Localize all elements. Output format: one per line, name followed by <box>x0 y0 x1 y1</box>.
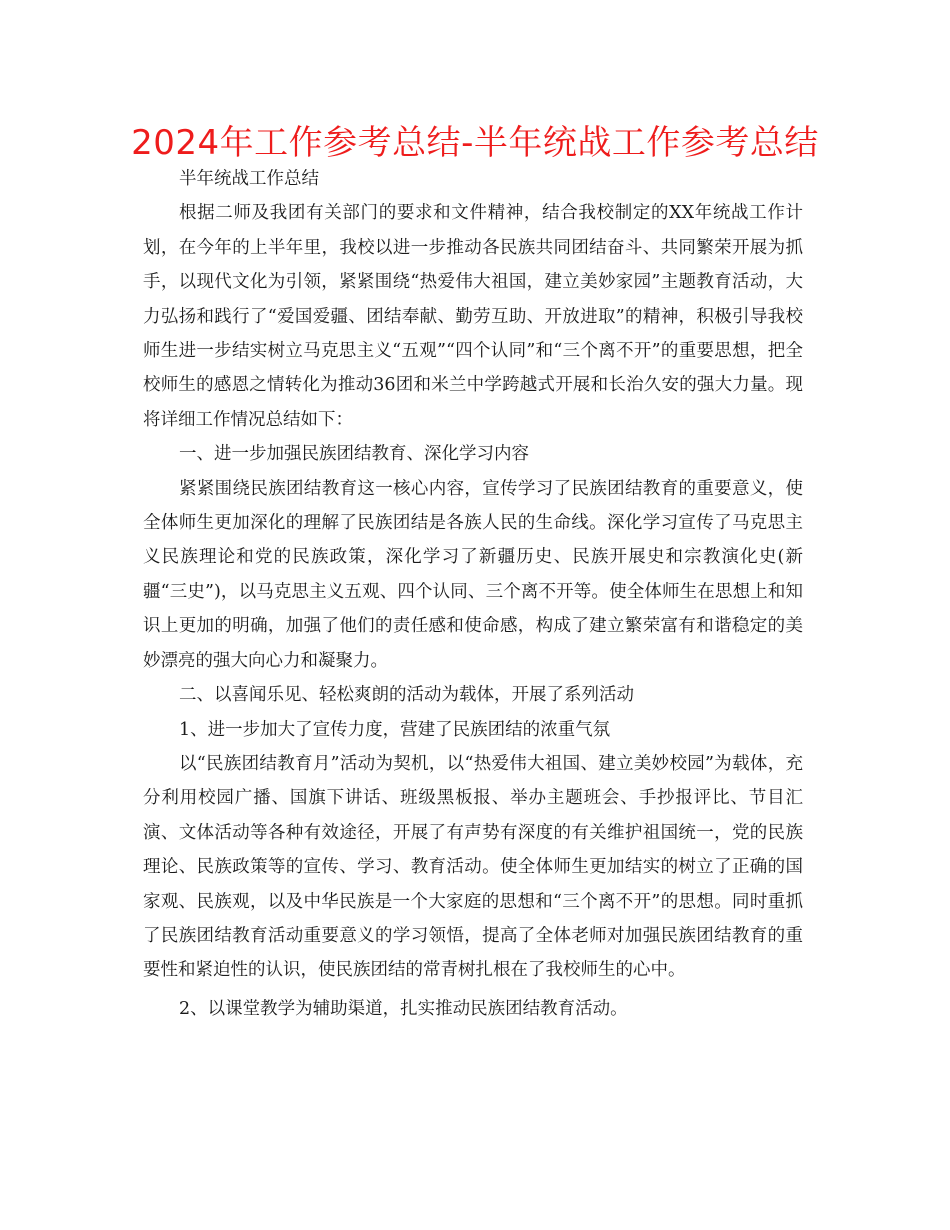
subsection-heading-2: 2、以课堂教学为辅助渠道，扎实推动民族团结教育活动。 <box>179 998 628 1019</box>
subsection-1-paragraph: 以“民族团结教育月”活动为契机，以“热爱伟大祖国、建立美妙校园”为载体，充分利用校园广播、国旗下讲话、班级黑板报、举办主题班会、手抄报评比、节目汇演、文体活动等各种有效途径，开展了有声势有深度的有关维护祖国统一，党的民族理论、民族政策等的宣传、学习、教育活动。使全体师生更加结实的树立了正确的国家观、民族观，以及中华民族是一个大家庭的思想和“三个离不开”的思想。同时重抓了民族团结教育活动重要意义的学习领悟，提高了全体老师对加强民族团结教育的重要性和紧迫性的认识，使民族团结的常青树扎根在了我校师生的心中。 <box>143 753 803 981</box>
document-title: 2024年工作参考总结-半年统战工作参考总结 <box>131 123 819 163</box>
intro-paragraph: 根据二师及我团有关部门的要求和文件精神，结合我校制定的XX年统战工作计划，在今年的上半年里，我校以进一步推动各民族共同团结奋斗、共同繁荣开展为抓手，以现代文化为引领，紧紧围绕“热爱伟大祖国，建立美妙家园”主题教育活动，大力弘扬和践行了“爱国爱疆、团结奉献、勤劳互助、开放进取”的精神，积极引导我校师生进一步结实树立马克思主义“五观”“四个认同”和“三个离不开”的重要思想，把全校师生的感恩之情转化为推动36团和米兰中学跨越式开展和长治久安的强大力量。现将详细工作情况总结如下： <box>143 203 803 430</box>
section-heading-1: 一、进一步加强民族团结教育、深化学习内容 <box>179 444 529 465</box>
document-body <box>143 162 803 1026</box>
section-1-paragraph: 紧紧围绕民族团结教育这一核心内容，宣传学习了民族团结教育的重要意义，使全体师生更加深化的理解了民族团结是各族人民的生命线。深化学习宣传了马克思主义民族理论和党的民族政策，深化学习了新疆历史、民族开展史和宗教演化史(新疆“三史”)，以马克思主义五观、四个认同、三个离不开等。使全体师生在思想上和知识上更加的明确，加强了他们的责任感和使命感，构成了建立繁荣富有和谐稳定的美妙漂亮的强大向心力和凝聚力。 <box>143 478 803 671</box>
subtitle-paragraph: 半年统战工作总结 <box>179 169 319 189</box>
subsection-heading-1: 1、进一步加大了宣传力度，营建了民族团结的浓重气氛 <box>179 719 611 740</box>
section-heading-2: 二、以喜闻乐见、轻松爽朗的活动为载体，开展了系列活动 <box>179 685 634 706</box>
